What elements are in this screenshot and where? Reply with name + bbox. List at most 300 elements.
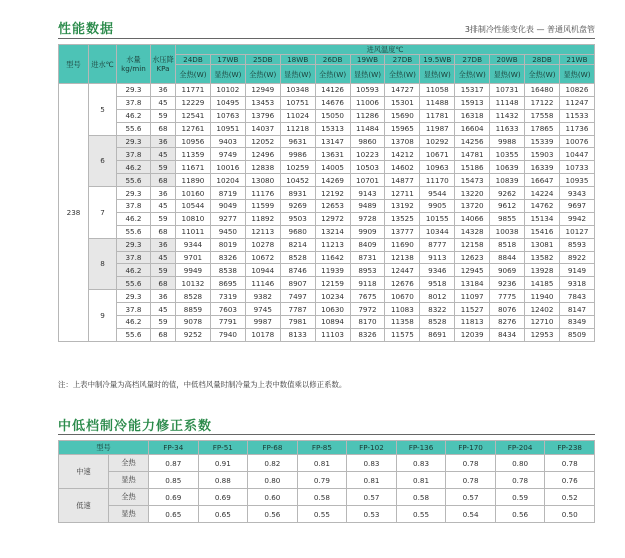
data-cell: 7981 — [280, 316, 315, 329]
header-total-heat: 全热(W) — [315, 65, 350, 84]
data-cell: 37.8 — [117, 303, 151, 316]
data-cell: 9346 — [420, 264, 455, 277]
speed-label: 低速 — [59, 489, 109, 523]
coefficient-cell: 0.50 — [545, 506, 595, 523]
data-cell: 10127 — [559, 225, 594, 238]
header-condition: 27DB — [385, 55, 420, 65]
data-cell: 11103 — [315, 328, 350, 341]
data-cell: 9069 — [490, 264, 525, 277]
data-cell: 10076 — [559, 135, 594, 148]
data-cell: 10178 — [245, 328, 280, 341]
data-cell: 46.2 — [117, 161, 151, 174]
data-cell: 11083 — [385, 303, 420, 316]
data-cell: 59 — [151, 109, 176, 122]
data-cell: 14212 — [385, 148, 420, 161]
header-condition: 21WB — [559, 55, 594, 65]
header-sensible-heat: 显热(W) — [490, 65, 525, 84]
table-subtitle: 3排制冷性能变化表 — 普通风机盘管 — [464, 25, 595, 34]
heat-type-label: 全热 — [109, 455, 149, 472]
data-cell: 59 — [151, 212, 176, 225]
data-cell: 15050 — [315, 109, 350, 122]
data-cell: 15965 — [385, 122, 420, 135]
table-row — [59, 264, 595, 277]
data-cell: 8012 — [420, 290, 455, 303]
heat-type-label: 显热 — [109, 506, 149, 523]
coefficient-cell: 0.55 — [297, 506, 347, 523]
data-cell: 14269 — [315, 174, 350, 187]
data-cell: 10016 — [210, 161, 245, 174]
data-cell: 8777 — [420, 238, 455, 251]
data-cell: 9631 — [280, 135, 315, 148]
header-total-heat: 全热(W) — [525, 65, 560, 84]
coefficient-cell: 0.83 — [347, 455, 397, 472]
data-cell: 14781 — [455, 148, 490, 161]
data-cell: 29.3 — [117, 135, 151, 148]
data-cell: 7675 — [350, 290, 385, 303]
coefficient-cell: 0.81 — [396, 472, 446, 489]
data-cell: 12039 — [455, 328, 490, 341]
coefficient-cell: 0.78 — [446, 455, 496, 472]
header-total-heat: 全热(W) — [176, 65, 211, 84]
performance-table — [58, 44, 595, 342]
data-cell: 12972 — [315, 212, 350, 225]
data-cell: 9949 — [176, 264, 211, 277]
data-cell: 12541 — [176, 109, 211, 122]
data-cell: 10956 — [176, 135, 211, 148]
header-water-flow: 水量kg/min — [117, 45, 151, 84]
coefficient-cell: 0.91 — [198, 455, 248, 472]
data-cell: 10935 — [559, 174, 594, 187]
data-cell: 8528 — [176, 290, 211, 303]
data-cell: 8538 — [210, 264, 245, 277]
data-cell: 9680 — [280, 225, 315, 238]
coefficient-cell: 0.83 — [396, 455, 446, 472]
data-cell: 12192 — [315, 187, 350, 200]
data-cell: 9252 — [176, 328, 211, 341]
data-cell: 10544 — [176, 200, 211, 213]
data-cell: 10344 — [420, 225, 455, 238]
water-temp-cell: 9 — [89, 290, 117, 342]
coefficient-cell: 0.69 — [149, 489, 199, 506]
data-cell: 9277 — [210, 212, 245, 225]
data-cell: 13708 — [385, 135, 420, 148]
data-cell: 13192 — [385, 200, 420, 213]
coefficient-cell: 0.80 — [495, 455, 545, 472]
data-cell: 11890 — [176, 174, 211, 187]
header-condition: 18WB — [280, 55, 315, 65]
data-cell: 14676 — [315, 96, 350, 109]
data-cell: 13184 — [455, 277, 490, 290]
data-cell: 8326 — [350, 328, 385, 341]
data-cell: 15313 — [315, 122, 350, 135]
data-cell: 7497 — [280, 290, 315, 303]
data-cell: 29.3 — [117, 290, 151, 303]
data-cell: 9318 — [559, 277, 594, 290]
data-cell: 9113 — [420, 251, 455, 264]
data-cell: 11488 — [420, 96, 455, 109]
data-cell: 9544 — [420, 187, 455, 200]
data-cell: 46.2 — [117, 316, 151, 329]
data-cell: 8746 — [280, 264, 315, 277]
data-cell: 16604 — [455, 122, 490, 135]
data-cell: 7940 — [210, 328, 245, 341]
header-condition: 17WB — [210, 55, 245, 65]
data-cell: 10670 — [385, 290, 420, 303]
coefficient-cell: 0.58 — [297, 489, 347, 506]
data-cell: 29.3 — [117, 84, 151, 97]
data-cell: 14005 — [315, 161, 350, 174]
header-model: 型号 — [59, 441, 149, 455]
header-model-name: FP-136 — [396, 441, 446, 455]
data-cell: 11358 — [385, 316, 420, 329]
data-cell: 13928 — [525, 264, 560, 277]
heat-type-label: 全热 — [109, 489, 149, 506]
table-row — [59, 148, 595, 161]
data-cell: 11011 — [176, 225, 211, 238]
data-cell: 13453 — [245, 96, 280, 109]
data-cell: 11892 — [245, 212, 280, 225]
header-model-name: FP-102 — [347, 441, 397, 455]
data-cell: 9078 — [176, 316, 211, 329]
data-cell: 12623 — [455, 251, 490, 264]
divider — [58, 434, 595, 435]
coefficient-cell: 0.60 — [248, 489, 298, 506]
data-cell: 45 — [151, 251, 176, 264]
data-cell: 12052 — [245, 135, 280, 148]
data-cell: 11218 — [280, 122, 315, 135]
data-cell: 8434 — [490, 328, 525, 341]
data-cell: 7791 — [210, 316, 245, 329]
data-cell: 8019 — [210, 238, 245, 251]
data-cell: 10132 — [176, 277, 211, 290]
coefficient-cell: 0.78 — [495, 472, 545, 489]
data-cell: 14602 — [385, 161, 420, 174]
data-cell: 8859 — [176, 303, 211, 316]
data-cell: 11006 — [350, 96, 385, 109]
data-cell: 11781 — [420, 109, 455, 122]
coefficient-cell: 0.56 — [248, 506, 298, 523]
data-cell: 17122 — [525, 96, 560, 109]
data-cell: 14877 — [385, 174, 420, 187]
header-model-name: FP-51 — [198, 441, 248, 455]
data-cell: 10204 — [210, 174, 245, 187]
data-cell: 8953 — [350, 264, 385, 277]
coefficient-cell: 0.53 — [347, 506, 397, 523]
divider — [58, 38, 595, 39]
header-model-name: FP-170 — [446, 441, 496, 455]
data-cell: 9269 — [280, 200, 315, 213]
data-cell: 59 — [151, 264, 176, 277]
coefficient-cell: 0.76 — [545, 472, 595, 489]
data-cell: 11642 — [315, 251, 350, 264]
table-row — [59, 290, 595, 303]
data-cell: 68 — [151, 328, 176, 341]
water-temp-cell: 5 — [89, 84, 117, 136]
data-cell: 10951 — [210, 122, 245, 135]
data-cell: 13147 — [315, 135, 350, 148]
data-cell: 7972 — [350, 303, 385, 316]
data-cell: 10278 — [245, 238, 280, 251]
data-cell: 9988 — [490, 135, 525, 148]
data-cell: 10223 — [350, 148, 385, 161]
data-cell: 11213 — [315, 238, 350, 251]
data-cell: 29.3 — [117, 187, 151, 200]
data-cell: 8509 — [559, 328, 594, 341]
data-cell: 15186 — [455, 161, 490, 174]
data-cell: 8326 — [210, 251, 245, 264]
section-title-correction: 中低档制冷能力修正系数 — [58, 419, 213, 434]
data-cell: 8719 — [210, 187, 245, 200]
data-cell: 45 — [151, 148, 176, 161]
header-sensible-heat: 显热(W) — [210, 65, 245, 84]
data-cell: 46.2 — [117, 212, 151, 225]
model-cell: 238 — [59, 84, 89, 342]
data-cell: 12676 — [385, 277, 420, 290]
data-cell: 9503 — [280, 212, 315, 225]
data-cell: 14185 — [525, 277, 560, 290]
data-cell: 9518 — [420, 277, 455, 290]
data-cell: 10348 — [280, 84, 315, 97]
data-cell: 10160 — [176, 187, 211, 200]
header-total-heat: 全热(W) — [455, 65, 490, 84]
data-cell: 12113 — [245, 225, 280, 238]
data-cell: 11940 — [525, 290, 560, 303]
data-cell: 14727 — [385, 84, 420, 97]
data-cell: 37.8 — [117, 96, 151, 109]
coefficient-cell: 0.81 — [297, 455, 347, 472]
header-model-name: FP-68 — [248, 441, 298, 455]
header-condition: 19WB — [350, 55, 385, 65]
data-cell: 13631 — [315, 148, 350, 161]
header-condition: 28DB — [525, 55, 560, 65]
data-cell: 14224 — [525, 187, 560, 200]
water-temp-cell: 8 — [89, 238, 117, 290]
heat-type-label: 显热 — [109, 472, 149, 489]
data-cell: 10447 — [559, 148, 594, 161]
data-cell: 8691 — [420, 328, 455, 341]
data-cell: 10701 — [350, 174, 385, 187]
coefficient-cell: 0.87 — [149, 455, 199, 472]
header-condition: 25DB — [245, 55, 280, 65]
data-cell: 10452 — [280, 174, 315, 187]
data-cell: 7787 — [280, 303, 315, 316]
header-total-heat: 全热(W) — [385, 65, 420, 84]
data-cell: 36 — [151, 84, 176, 97]
header-sensible-heat: 显热(W) — [280, 65, 315, 84]
data-cell: 9489 — [350, 200, 385, 213]
data-cell: 55.6 — [117, 328, 151, 341]
data-cell: 9905 — [420, 200, 455, 213]
table-row — [59, 212, 595, 225]
table-row — [59, 316, 595, 329]
data-cell: 12945 — [455, 264, 490, 277]
data-cell: 11024 — [280, 109, 315, 122]
data-cell: 12158 — [455, 238, 490, 251]
data-cell: 11690 — [385, 238, 420, 251]
data-cell: 68 — [151, 225, 176, 238]
data-cell: 9343 — [559, 187, 594, 200]
data-cell: 36 — [151, 238, 176, 251]
data-cell: 68 — [151, 174, 176, 187]
coefficient-cell: 0.57 — [446, 489, 496, 506]
data-cell: 13777 — [385, 225, 420, 238]
data-cell: 11170 — [420, 174, 455, 187]
data-cell: 15913 — [455, 96, 490, 109]
data-cell: 9855 — [490, 212, 525, 225]
data-cell: 14126 — [315, 84, 350, 97]
header-model-name: FP-34 — [149, 441, 199, 455]
correction-table — [58, 440, 595, 523]
coefficient-cell: 0.69 — [198, 489, 248, 506]
coefficient-cell: 0.82 — [248, 455, 298, 472]
data-cell: 9612 — [490, 200, 525, 213]
table-row — [59, 200, 595, 213]
data-cell: 11813 — [455, 316, 490, 329]
data-cell: 9344 — [176, 238, 211, 251]
data-cell: 11359 — [176, 148, 211, 161]
data-cell: 7603 — [210, 303, 245, 316]
data-cell: 12710 — [525, 316, 560, 329]
data-cell: 45 — [151, 96, 176, 109]
data-cell: 12953 — [525, 328, 560, 341]
data-cell: 46.2 — [117, 264, 151, 277]
table-row — [59, 84, 595, 97]
data-cell: 14328 — [455, 225, 490, 238]
data-cell: 15134 — [525, 212, 560, 225]
data-cell: 13525 — [385, 212, 420, 225]
data-cell: 11058 — [420, 84, 455, 97]
data-cell: 9987 — [245, 316, 280, 329]
data-cell: 11736 — [559, 122, 594, 135]
data-cell: 10503 — [350, 161, 385, 174]
data-cell: 8731 — [350, 251, 385, 264]
data-cell: 9697 — [559, 200, 594, 213]
data-cell: 55.6 — [117, 277, 151, 290]
data-cell: 12711 — [385, 187, 420, 200]
data-cell: 13081 — [525, 238, 560, 251]
header-sensible-heat: 显热(W) — [350, 65, 385, 84]
data-cell: 9942 — [559, 212, 594, 225]
coefficient-cell: 0.58 — [396, 489, 446, 506]
table-row — [59, 506, 595, 523]
data-cell: 10102 — [210, 84, 245, 97]
data-cell: 8276 — [490, 316, 525, 329]
table-row — [59, 225, 595, 238]
data-cell: 59 — [151, 316, 176, 329]
data-cell: 10733 — [559, 161, 594, 174]
coefficient-cell: 0.80 — [248, 472, 298, 489]
coefficient-cell: 0.55 — [396, 506, 446, 523]
data-cell: 10963 — [420, 161, 455, 174]
data-cell: 9149 — [559, 264, 594, 277]
table-row — [59, 472, 595, 489]
table-note: 注：上表中制冷量为高档风量时的值，中低档风量时制冷量为上表中数值乘以修正系数。 — [58, 380, 347, 389]
header-sensible-heat: 显热(W) — [420, 65, 455, 84]
data-cell: 14066 — [455, 212, 490, 225]
data-cell: 11527 — [455, 303, 490, 316]
data-cell: 10810 — [176, 212, 211, 225]
data-cell: 9701 — [176, 251, 211, 264]
data-cell: 10671 — [420, 148, 455, 161]
data-cell: 11599 — [245, 200, 280, 213]
data-cell: 15690 — [385, 109, 420, 122]
table-row — [59, 303, 595, 316]
header-condition: 20WB — [490, 55, 525, 65]
data-cell: 10234 — [315, 290, 350, 303]
data-cell: 9236 — [490, 277, 525, 290]
data-cell: 13720 — [455, 200, 490, 213]
header-condition: 24DB — [176, 55, 211, 65]
data-cell: 9860 — [350, 135, 385, 148]
header-pressure-drop: 水压降KPa — [151, 45, 176, 84]
header-air-temp: 进风温度℃ — [176, 45, 595, 55]
data-cell: 7843 — [559, 290, 594, 303]
data-cell: 10630 — [315, 303, 350, 316]
data-cell: 8076 — [490, 303, 525, 316]
data-cell: 9986 — [280, 148, 315, 161]
header-condition: 27DB — [455, 55, 490, 65]
coefficient-cell: 0.78 — [446, 472, 496, 489]
header-model-name: FP-85 — [297, 441, 347, 455]
data-cell: 7775 — [490, 290, 525, 303]
data-cell: 9262 — [490, 187, 525, 200]
data-cell: 8322 — [420, 303, 455, 316]
data-cell: 15301 — [385, 96, 420, 109]
data-cell: 55.6 — [117, 174, 151, 187]
data-cell: 15903 — [525, 148, 560, 161]
data-cell: 9728 — [350, 212, 385, 225]
data-cell: 12138 — [385, 251, 420, 264]
data-cell: 17558 — [525, 109, 560, 122]
data-cell: 10731 — [490, 84, 525, 97]
data-cell: 10672 — [245, 251, 280, 264]
water-temp-cell: 6 — [89, 135, 117, 187]
header-model-name: FP-238 — [545, 441, 595, 455]
data-cell: 8170 — [350, 316, 385, 329]
data-cell: 36 — [151, 290, 176, 303]
data-cell: 29.3 — [117, 238, 151, 251]
data-cell: 7319 — [210, 290, 245, 303]
data-cell: 8528 — [420, 316, 455, 329]
data-cell: 12949 — [245, 84, 280, 97]
data-cell: 10038 — [490, 225, 525, 238]
data-cell: 9143 — [350, 187, 385, 200]
table-row — [59, 489, 595, 506]
data-cell: 11148 — [490, 96, 525, 109]
table-row — [59, 251, 595, 264]
header-condition: 19.5WB — [420, 55, 455, 65]
data-cell: 8214 — [280, 238, 315, 251]
table-row — [59, 96, 595, 109]
data-cell: 12447 — [385, 264, 420, 277]
data-cell: 8147 — [559, 303, 594, 316]
data-cell: 8844 — [490, 251, 525, 264]
data-cell: 10155 — [420, 212, 455, 225]
data-cell: 37.8 — [117, 200, 151, 213]
data-cell: 11633 — [490, 122, 525, 135]
data-cell: 12761 — [176, 122, 211, 135]
data-cell: 10495 — [210, 96, 245, 109]
data-cell: 10826 — [559, 84, 594, 97]
data-cell: 10894 — [315, 316, 350, 329]
data-cell: 12653 — [315, 200, 350, 213]
data-cell: 13220 — [455, 187, 490, 200]
coefficient-cell: 0.65 — [198, 506, 248, 523]
data-cell: 14762 — [525, 200, 560, 213]
data-cell: 12496 — [245, 148, 280, 161]
data-cell: 11671 — [176, 161, 211, 174]
data-cell: 10292 — [420, 135, 455, 148]
